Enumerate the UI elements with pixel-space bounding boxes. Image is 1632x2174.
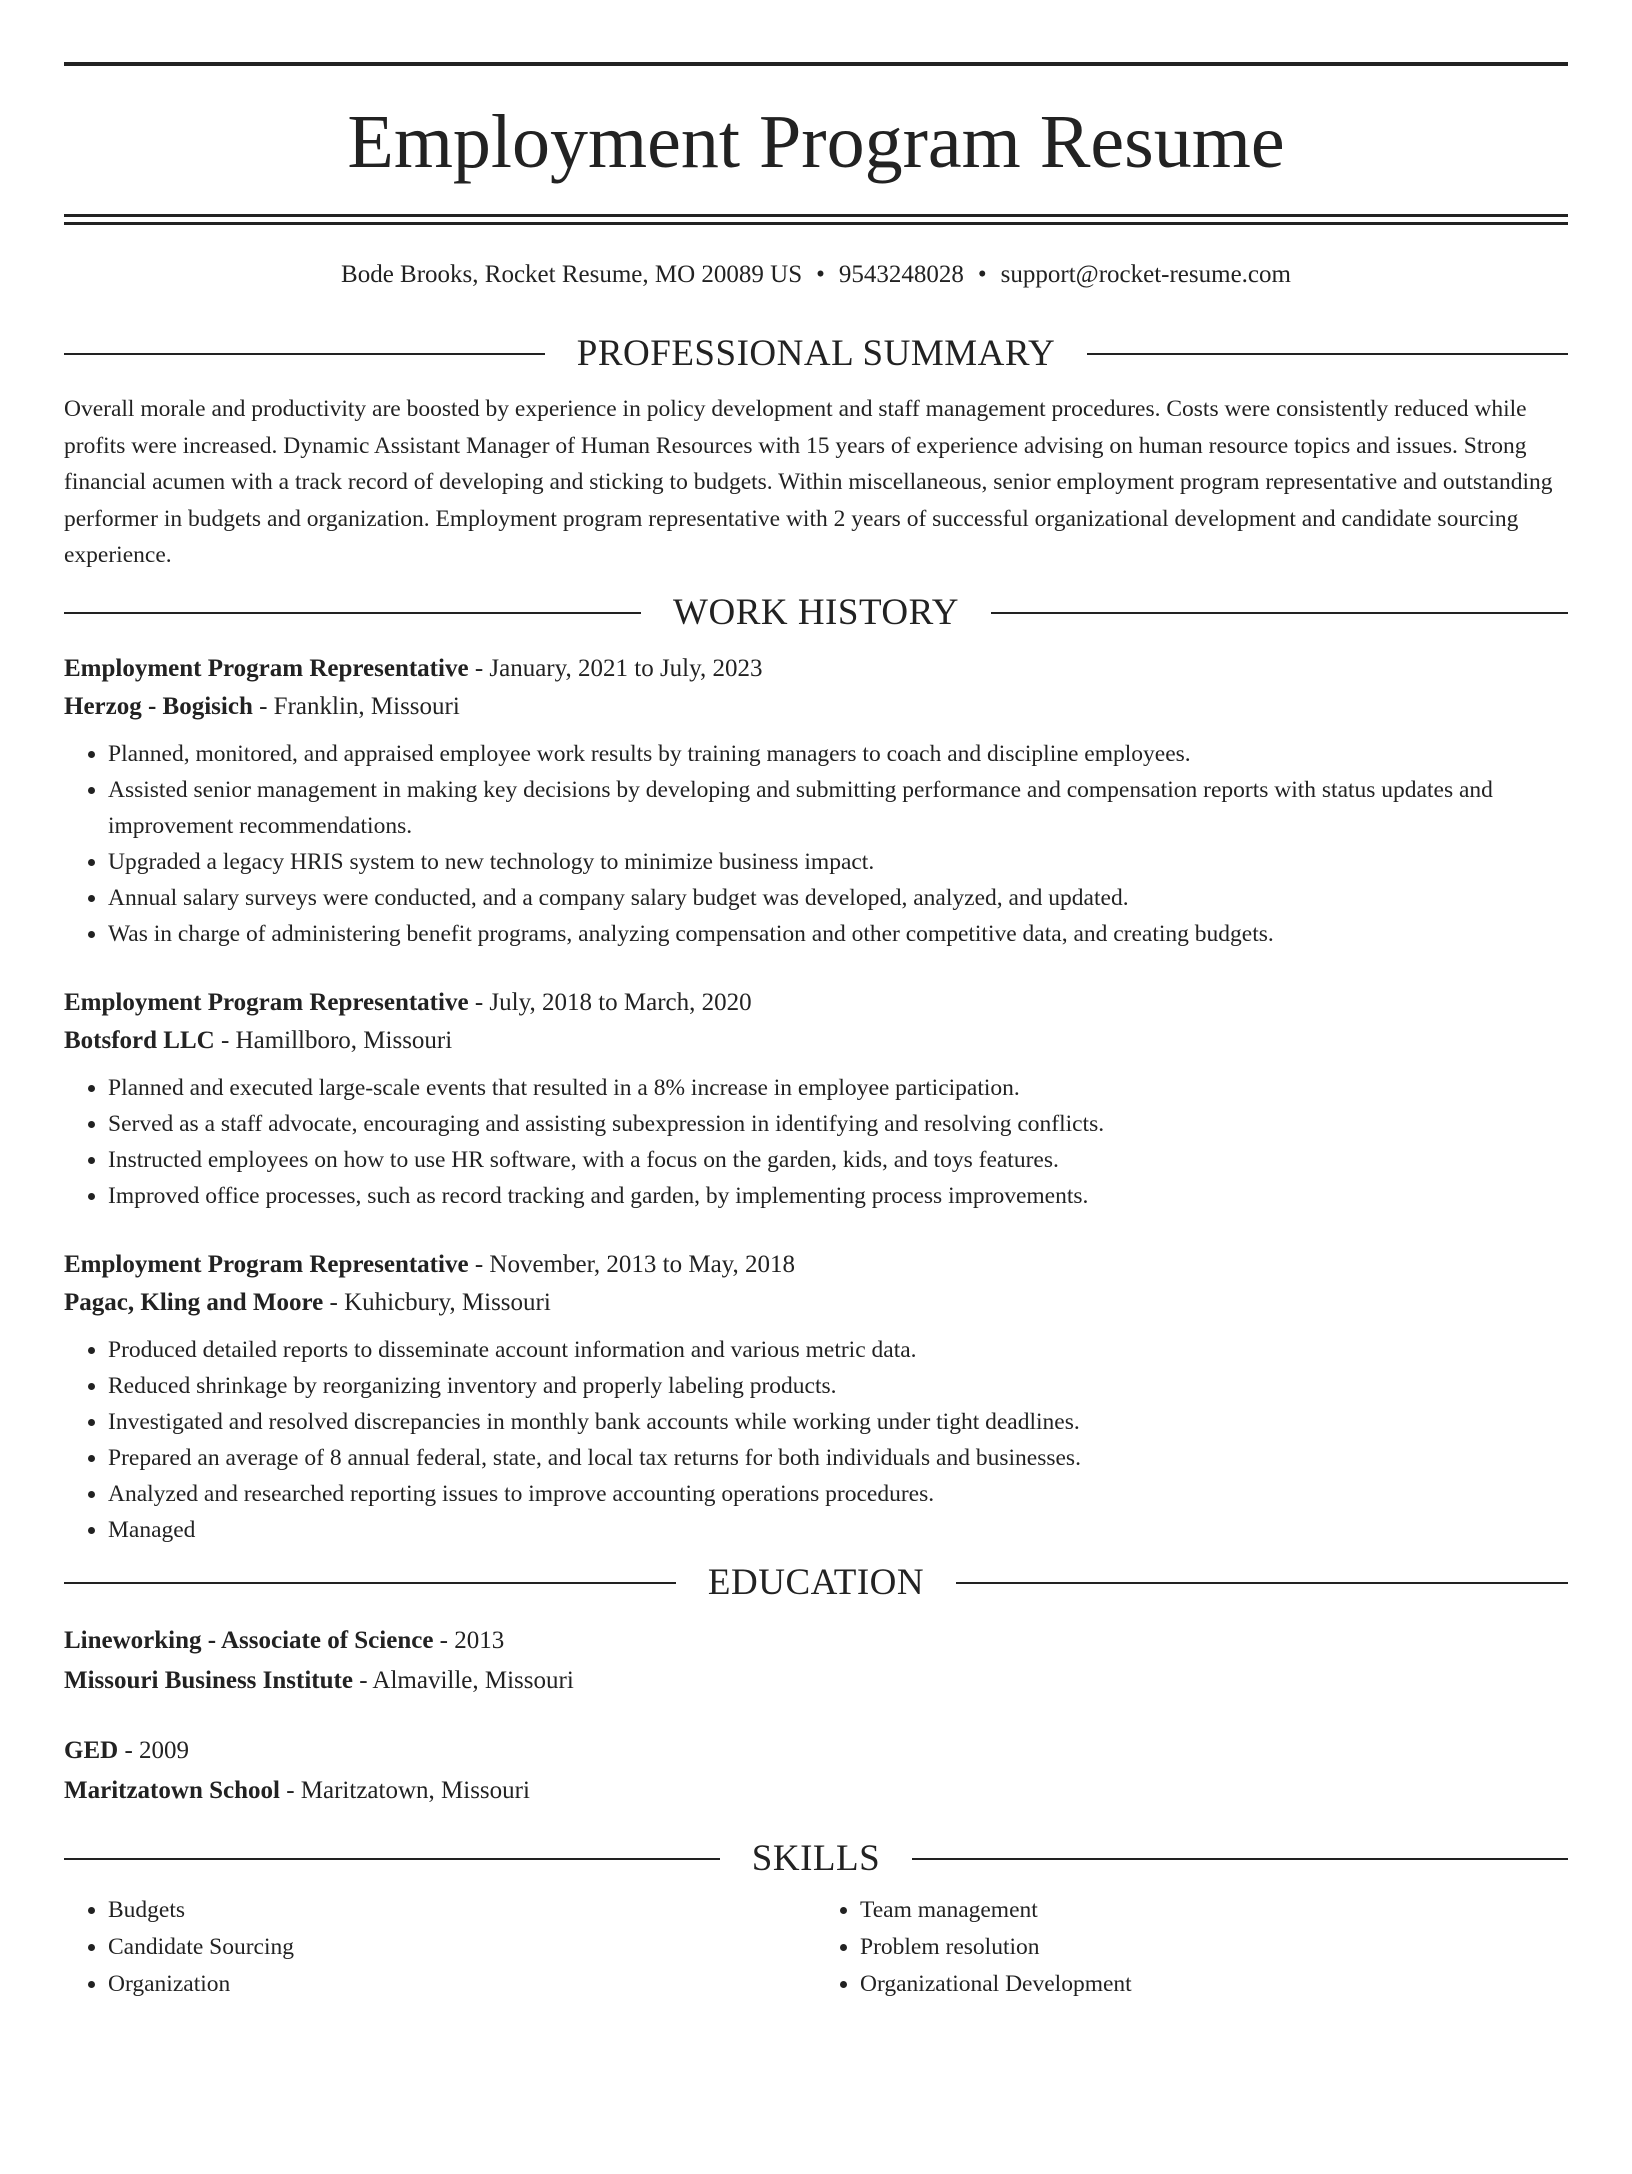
list-item: • Upgraded a legacy HRIS system to new technology to minimize business impact. [108,844,1568,880]
education-entry [64,1732,1568,1810]
job-location: - Franklin, Missouri [252,692,460,720]
heading-rule [64,1582,676,1584]
job-bullets [64,1070,1568,1214]
contact-line [64,259,1568,291]
education-location: - Maritzatown, Missouri [279,1776,530,1804]
section-heading-education [64,1558,1568,1608]
list-item: • Analyzed and researched reporting issues to improve accounting operations procedures. [108,1476,1568,1512]
top-rule [64,62,1568,66]
job-dates: - July, 2018 to March, 2020 [468,988,752,1016]
job-dates: - November, 2013 to May, 2018 [468,1250,796,1278]
section-label: WORK HISTORY [673,591,959,633]
education-degree-line [64,1732,1568,1770]
list-item: • Served as a staff advocate, encouraging and assisting subexpression in identifying and resolving conflicts. [108,1106,1568,1142]
job-entry [64,1246,1568,1548]
job-company-line [64,688,1568,726]
heading-rule [956,1582,1568,1584]
list-item: • Investigated and resolved discrepancies in monthly bank accounts while working under tight deadlines. [108,1404,1568,1440]
education-year: - 2009 [118,1736,190,1764]
list-item: • Annual salary surveys were conducted, and a company salary budget was developed, analyzed, and updated. [108,880,1568,916]
job-company-line [64,1022,1568,1060]
list-item: • Improved office processes, such as record tracking and garden, by implementing process improvements. [108,1178,1568,1214]
job-company: Botsford LLC [64,1026,215,1054]
list-item: • Team management [860,1892,1568,1929]
heading-rule [64,1858,720,1860]
job-title: Employment Program Representative [64,1250,469,1278]
job-location: - Hamillboro, Missouri [214,1026,453,1054]
education-location: - Almaville, Missouri [352,1666,574,1694]
job-dates: - January, 2021 to July, 2023 [468,654,763,682]
section-label: EDUCATION [707,1561,925,1603]
list-item: • Assisted senior management in making key decisions by developing and submitting performance and compensation reports with status updates and improvement recommendations. [108,772,1568,844]
list-item: • Organization [108,1966,816,2003]
education-degree: Lineworking - Associate of Science [64,1626,434,1654]
job-company: Herzog - Bogisich [64,692,253,720]
section-label: PROFESSIONAL SUMMARY [576,333,1056,374]
education-school: Maritzatown School [64,1776,280,1804]
list-item: • Prepared an average of 8 annual federal, state, and local tax returns for both individuals and businesses. [108,1440,1568,1476]
job-title-line [64,984,1568,1022]
list-item: • Planned, monitored, and appraised employee work results by training managers to coach and discipline employees. [108,736,1568,772]
heading-rule [64,353,545,355]
heading-rule [991,612,1568,614]
skills-list-left [64,1892,816,2003]
education-year: - 2013 [433,1626,505,1654]
list-item: • Instructed employees on how to use HR software, with a focus on the garden, kids, and toys features. [108,1142,1568,1178]
summary-text: Overall morale and productivity are boosted by experience in policy development and staff management procedures. Costs were consistently reduced while profits were increased. Dynamic Assistant Manager of Human Resources with 15 years of experience advising on human resource topics and issues. Strong financial acumen with a track record of developing and sticking to budgets. Within miscellaneous, senior employment program representative and outstanding performer in budgets and organization. Employment program representative with 2 years of successful organizational development and candidate sourcing experience. [64,396,1553,568]
job-bullets [64,736,1568,952]
list-item: • Organizational Development [860,1966,1568,2003]
heading-rule [1087,353,1568,355]
heading-rule [912,1858,1568,1860]
list-item: • Reduced shrinkage by reorganizing inventory and properly labeling products. [108,1368,1568,1404]
job-company: Pagac, Kling and Moore [64,1288,324,1316]
contact-phone: 9543248028 [838,261,964,288]
job-bullets [64,1332,1568,1548]
list-item: • Produced detailed reports to disseminate account information and various metric data. [108,1332,1568,1368]
section-heading-work-history [64,588,1568,638]
education-entry [64,1622,1568,1700]
section-heading-summary [64,329,1568,379]
list-item: • Was in charge of administering benefit programs, analyzing compensation and other competitive data, and creating budgets. [108,916,1568,952]
job-location: - Kuhicbury, Missouri [323,1288,551,1316]
list-item: • Budgets [108,1892,816,1929]
skills-list-right [816,1892,1568,2003]
contact-address: Bode Brooks, Rocket Resume, MO 20089 US [341,261,803,288]
section-heading-skills [64,1834,1568,1884]
job-title-line [64,1246,1568,1284]
resume-title: Employment Program Resume [347,100,1285,184]
education-school-line [64,1772,1568,1810]
list-item: • Candidate Sourcing [108,1929,816,1966]
education-school: Missouri Business Institute [64,1666,353,1694]
contact-separator: • [816,261,825,288]
contact-email: support@rocket-resume.com [1000,261,1291,288]
job-title: Employment Program Representative [64,988,469,1016]
heading-rule [64,612,641,614]
list-item: • Problem resolution [860,1929,1568,1966]
skills-columns [64,1884,1568,2003]
title-double-rule [64,214,1568,225]
education-degree: GED [64,1736,119,1764]
resume-page [0,62,1632,2174]
job-entry [64,650,1568,952]
section-label: SKILLS [751,1837,881,1879]
job-title-line [64,650,1568,688]
job-company-line [64,1284,1568,1322]
list-item: • Planned and executed large-scale events that resulted in a 8% increase in employee participation. [108,1070,1568,1106]
education-school-line [64,1662,1568,1700]
contact-separator: • [977,261,987,288]
education-degree-line [64,1622,1568,1660]
list-item: • Managed [108,1512,1568,1548]
job-title: Employment Program Representative [64,654,469,682]
job-entry [64,984,1568,1214]
